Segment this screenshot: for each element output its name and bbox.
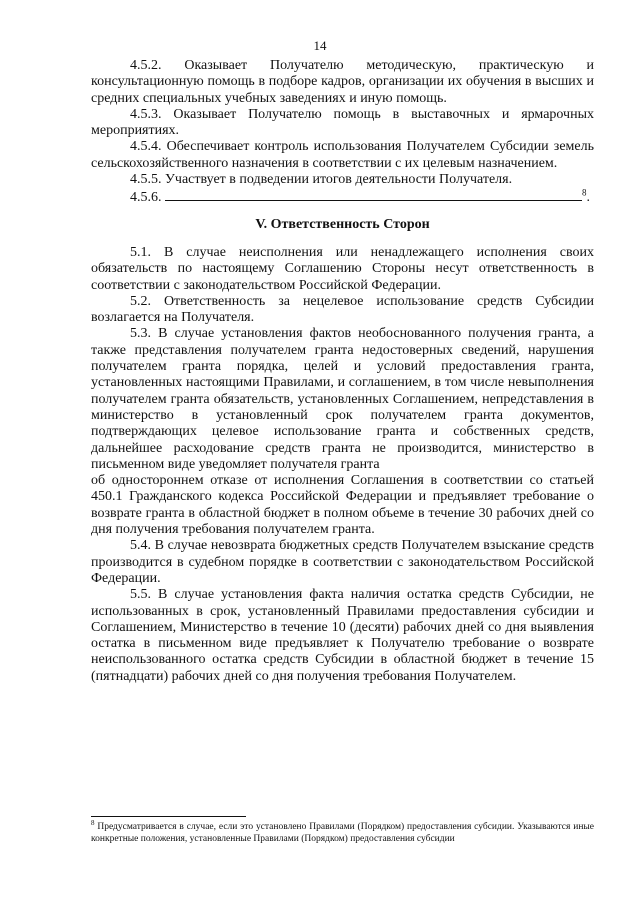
footnote-text: Предусматривается в случае, если это установлено Правилами (Порядком) предоставления субсидии. Указываются иные конкретные положения, установленные Правилами (Порядком) предоставления субсидии — [91, 822, 594, 844]
footnote-reference: 8 — [582, 187, 587, 198]
paragraph-5-5: 5.5. В случае установления факта наличия остатка средств Субсидии, не использованных в срок, установленный Правилами предоставления субсидии и Соглашением, Министерство в течение 10 (десяти) рабочих дней со дня выявления остатка в письменном виде предъявляет к Получателю требование о возврате неиспользованного остатка средств Субсидии в областной бюджет в течение 15 (пятнадцати) рабочих дней со дня получения требования Получателем. — [91, 587, 594, 684]
footnote — [91, 818, 594, 845]
section-title: V. Ответственность Сторон — [255, 216, 430, 232]
paragraph-5-1: 5.1. В случае неисполнения или ненадлежащего исполнения своих обязательств по настоящему Соглашению Стороны несут ответственность в соответствии с законодательством Российской Федерации. — [91, 244, 594, 293]
fill-in-blank-line — [165, 188, 582, 201]
footnote-marker: 8 — [91, 818, 95, 827]
paragraph-4-5-2: 4.5.2. Оказывает Получателю методическую, практическую и консультационную помощь в подборе кадров, организации их обучения в высших и средних специальных учебных заведениях и иную помощь. — [91, 58, 594, 106]
paragraph-4-5-6 — [91, 188, 594, 206]
paragraph-5-3-continued: об одностороннем отказе от исполнения Соглашения в соответствии со статьей 450.1 Гражданского кодекса Российской Федерации и предъявляет требование о возврате гранта в областной бюджет в полном объеме в течение 30 рабочих дней со дня получения требования получателем гранта. — [91, 473, 594, 538]
paragraph-4-5-3: 4.5.3. Оказывает Получателю помощь в выставочных и ярмарочных мероприятиях. — [91, 106, 594, 139]
item-number: 4.5.6. — [130, 190, 162, 206]
paragraph-5-3: 5.3. В случае установления фактов необоснованного получения гранта, а также представления получателем гранта недостоверных сведений, нарушения получателем гранта порядка, целей и условий предоставления гранта, установленных настоящими Правилами, и соглашением, в том числе невыполнения получателем гранта обязательств, установленных Соглашением, непредставления в министерство в установленный срок получателем гранта документов, подтверждающих целевое использование гранта и собственных средств, дальнейшее расходование средств гранта не производится, министерство в письменном виде уведомляет получателя гранта — [91, 326, 594, 472]
paragraph-5-4: 5.4. В случае невозврата бюджетных средств Получателем взыскание средств производится в судебном порядке в соответствии с законодательством Российской Федерации. — [91, 538, 594, 586]
paragraph-4-5-4: 4.5.4. Обеспечивает контроль использования Получателем Субсидии земель сельскохозяйственного назначения в соответствии с их целевым назначением. — [91, 139, 594, 171]
footnote-separator — [91, 816, 246, 817]
page-number: 14 — [313, 38, 327, 53]
document-body — [91, 58, 594, 685]
paragraph-4-5-5: 4.5.5. Участвует в подведении итогов деятельности Получателя. — [130, 172, 513, 188]
paragraph-5-2: 5.2. Ответственность за нецелевое использование средств Субсидии возлагается на Получателя. — [91, 293, 594, 326]
item-end-punctuation: . — [586, 190, 590, 206]
